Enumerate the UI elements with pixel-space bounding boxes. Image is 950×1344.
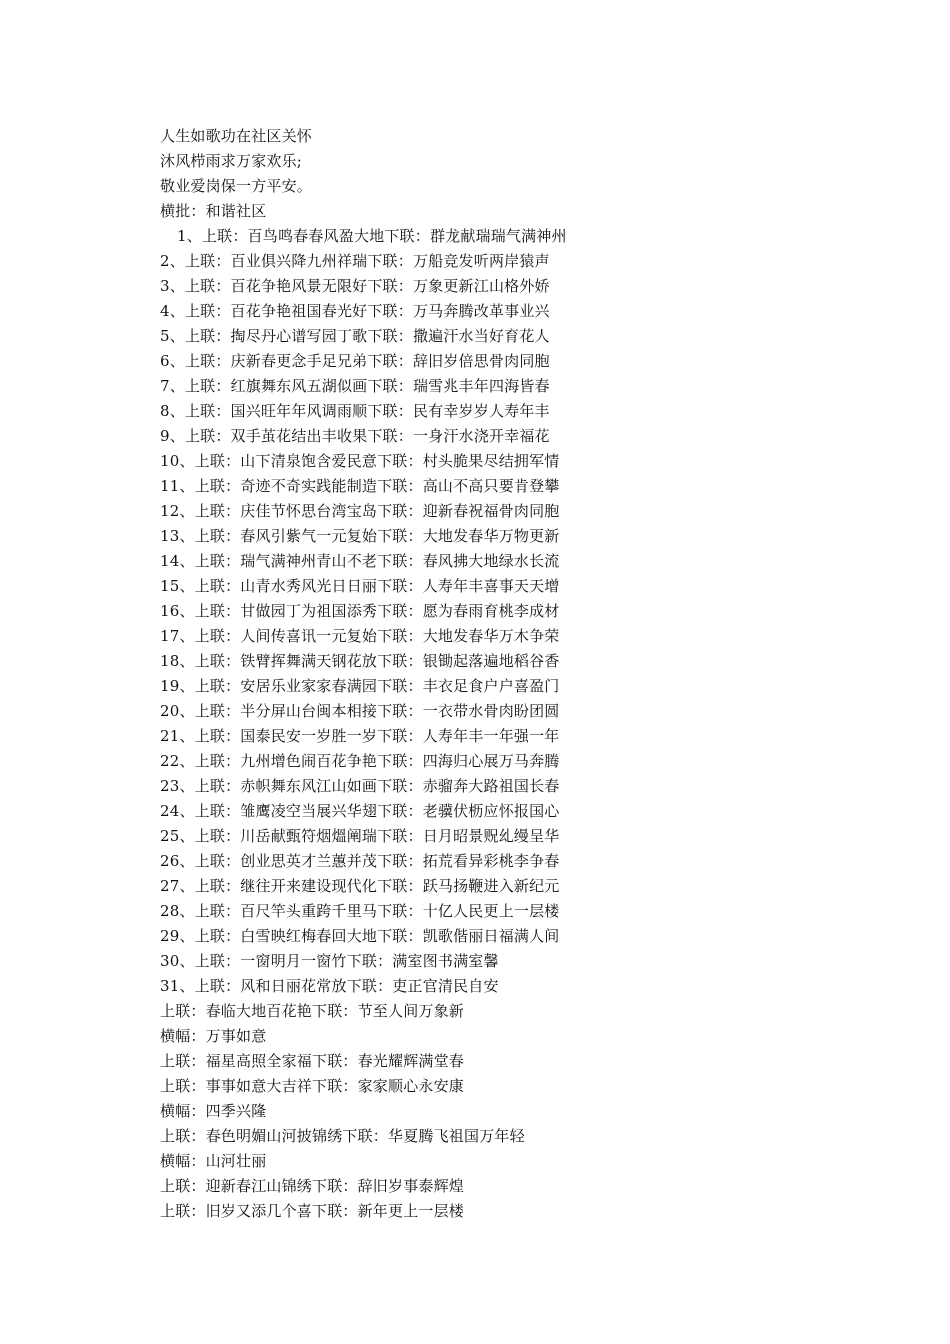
text-line: 28、上联：百尺竿头重跨千里马下联：十亿人民更上一层楼 <box>160 902 560 920</box>
text-line: 24、上联：雏鹰凌空当展兴华翅下联：老骥伏枥应怀报国心 <box>160 802 560 820</box>
text-line: 31、上联：风和日丽花常放下联：吏正官清民自安 <box>160 977 499 995</box>
text-line: 3、上联：百花争艳风景无限好下联：万象更新江山格外娇 <box>160 277 550 295</box>
text-line: 横幅：四季兴隆 <box>160 1102 267 1120</box>
text-line: 21、上联：国泰民安一岁胜一岁下联：人寿年丰一年强一年 <box>160 727 560 745</box>
text-line: 29、上联：白雪映红梅春回大地下联：凯歌偕丽日福满人间 <box>160 927 560 945</box>
text-line: 上联：事事如意大吉祥下联：家家顺心永安康 <box>160 1077 465 1095</box>
text-line: 2、上联：百业俱兴降九州祥瑞下联：万船竞发听两岸猿声 <box>160 252 550 270</box>
text-line: 横幅：万事如意 <box>160 1027 267 1045</box>
text-line: 上联：福星高照全家福下联：春光耀辉满堂春 <box>160 1052 465 1070</box>
couplet-text-block <box>160 124 860 1224</box>
text-line: 10、上联：山下清泉饱含爱民意下联：村头脆果尽结拥军情 <box>160 452 560 470</box>
text-line: 16、上联：甘做园丁为祖国添秀下联：愿为春雨育桃李成材 <box>160 602 560 620</box>
text-line: 上联：春临大地百花艳下联：节至人间万象新 <box>160 1002 465 1020</box>
text-line: 横批：和谐社区 <box>160 202 267 220</box>
text-line: 敬业爱岗保一方平安。 <box>160 177 313 195</box>
text-line: 19、上联：安居乐业家家春满园下联：丰衣足食户户喜盈门 <box>160 677 560 695</box>
text-line: 6、上联：庆新春更念手足兄弟下联：辞旧岁倍思骨肉同胞 <box>160 352 550 370</box>
text-line: 上联：旧岁又添几个喜下联：新年更上一层楼 <box>160 1202 465 1220</box>
text-line: 横幅：山河壮丽 <box>160 1152 267 1170</box>
text-line: 人生如歌功在社区关怀 <box>160 127 313 145</box>
text-line: 13、上联：春风引紫气一元复始下联：大地发春华万物更新 <box>160 527 560 545</box>
text-line: 4、上联：百花争艳祖国春光好下联：万马奔腾改革事业兴 <box>160 302 550 320</box>
text-line: 上联：春色明媚山河披锦绣下联：华夏腾飞祖国万年轻 <box>160 1127 525 1145</box>
text-line: 23、上联：赤帜舞东风江山如画下联：赤骝奔大路祖国长春 <box>160 777 560 795</box>
text-line: 8、上联：国兴旺年年风调雨顺下联：民有幸岁岁人寿年丰 <box>160 402 550 420</box>
text-line: 30、上联：一窗明月一窗竹下联：满室图书满室馨 <box>160 952 499 970</box>
text-line: 12、上联：庆佳节怀思台湾宝岛下联：迎新春祝福骨肉同胞 <box>160 502 560 520</box>
text-line: 沐风栉雨求万家欢乐; <box>160 152 303 170</box>
text-line: 7、上联：红旗舞东风五湖似画下联：瑞雪兆丰年四海皆春 <box>160 377 550 395</box>
text-line: 27、上联：继往开来建设现代化下联：跃马扬鞭进入新纪元 <box>160 877 560 895</box>
text-line: 15、上联：山青水秀风光日日丽下联：人寿年丰喜事天天增 <box>160 577 560 595</box>
text-line: 上联：迎新春江山锦绣下联：辞旧岁事泰辉煌 <box>160 1177 465 1195</box>
text-line: 26、上联：创业思英才兰蕙并茂下联：拓荒看异彩桃李争春 <box>160 852 560 870</box>
text-line: 9、上联：双手茧花结出丰收果下联：一身汗水浇开幸福花 <box>160 427 550 445</box>
text-line: 18、上联：铁臂挥舞满天钢花放下联：银锄起落遍地稻谷香 <box>160 652 560 670</box>
text-line: 25、上联：川岳献甄符烟熅阐瑞下联：日月昭景贶乣缦呈华 <box>160 827 560 845</box>
text-line: 1、上联：百鸟鸣春春风盈大地下联：群龙献瑞瑞气满神州 <box>177 227 567 245</box>
text-line: 5、上联：掏尽丹心谱写园丁歌下联：撒遍汗水当好育花人 <box>160 327 550 345</box>
text-line: 14、上联：瑞气满神州青山不老下联：春风拂大地绿水长流 <box>160 552 560 570</box>
text-line: 22、上联：九州增色闹百花争艳下联：四海归心展万马奔腾 <box>160 752 560 770</box>
text-line: 17、上联：人间传喜讯一元复始下联：大地发春华万木争荣 <box>160 627 560 645</box>
text-line: 20、上联：半分屏山台闽本相接下联：一衣带水骨肉盼团圆 <box>160 702 560 720</box>
text-line: 11、上联：奇迹不奇实践能制造下联：高山不高只要肯登攀 <box>160 477 560 495</box>
